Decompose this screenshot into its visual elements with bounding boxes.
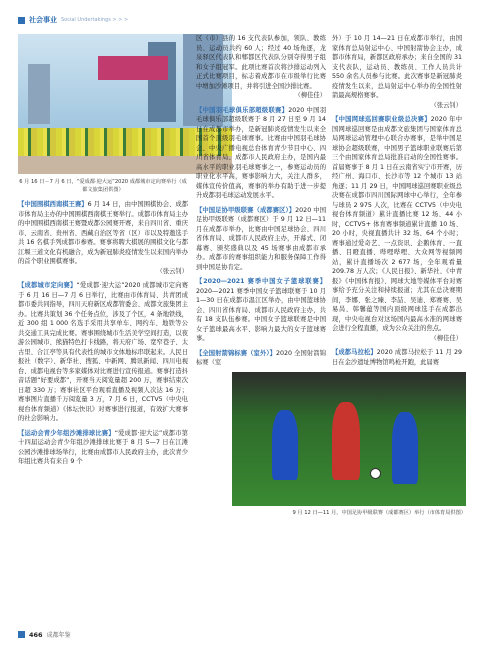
article-body: 2020 中国足协甲级联赛（成都赛区）于 9 月 12 日—11 月在成都市举办，比赛由中国足球协会、四川省体育局、成都市人民政府主办，开幕式、闭幕赛、颁奖盛典以及 45 场赛事由成都市承办。成都市的赛事组织能力和服务保障工作得到中国足协肯定。 bbox=[196, 206, 326, 271]
article-marathon bbox=[332, 348, 462, 367]
article-title: 【运动会青少年组沙滩排球比赛】 bbox=[18, 429, 115, 437]
article-title: 【中国网球巡回赛职业级总决赛】 bbox=[332, 116, 431, 123]
section-subtitle: Social Undertakings > > > bbox=[61, 17, 129, 23]
article-body: 2020 成都马拉松于 11 月 29 日在金沙遗址博物馆鸣枪开跑，此届赛 bbox=[332, 349, 463, 366]
article-author: （柳佳佳） bbox=[430, 334, 462, 342]
article-body: “爱成都·迎大运”2020 成都城市定向赛于 6 月 16 日—7 月 6 日举行，比赛由市体育局、共青团成都市委共同指导，四川天府新区成都管委会、成都文旅集团主办。比赛共策划 36 个任务点位，涉及了个区，4 条地铁线，近 300 组 1 000 名选手采用共享单车、网约车、地铁等公共交通工具完成比赛。赛事围绕城市生活美学空间打造，以夜游公园城市、熊猫特色打卡线路，将天府广场、宽窄巷子、太古里、合江亭等具有代表性的城市文体地标串联起来。人民日报社（数字）、新华社、搜狐、中新网、腾讯新闻、四川电视台、成都电视台等多家媒体对比赛进行宣传报道。赛事打造抖音话题“好要成都”，开赛当天阅览量超 200 万，赛事结束次日超 330 万；赛事社区平台观看直播及视频人次达 16 万；赛事图片直播千万阅览量 3 万，7 月 6 日，CCTV5（中央电视台体育频道）《体坛快讯》对赛事进行报道，有效扩大赛事的社会影响力。 bbox=[18, 282, 189, 422]
column-3 bbox=[292, 34, 466, 517]
article-body: 6 月 14 日，由中国围棋协会、成都市体育局主办的中国围棋西南棋王赛举行。成都市体育局主办的中国围棋西南棋王赛暨成都公园赛开赛，来自四川省、重庆市、云南省、贵州省、西藏自治区等省（区）市以及特邀选手共 16 名棋手列成都市参赛。赛事将聘大棋展的围棋文化与都江堰三道文化有机融合，成为新冠肺炎疫情发生以来国内举办的首个职业围棋赛事。 bbox=[18, 201, 189, 265]
page-marker-icon bbox=[18, 631, 25, 638]
article-body: 2020 全国射箭锦标赛（室 bbox=[196, 349, 327, 366]
article-body: 区（市）县的 16 支代表队参加，领队、教练员、运动员共约 60 人；经过 40 场角逐，龙泉驿区代表队和郫都区代表队分别夺得男子组和女子组冠军。此项比赛首次将沙排运动列入正式比赛项目，标志着成都市在市级举行比赛中增加沙滩项目，并将引进全国沙排比赛。 bbox=[196, 35, 326, 90]
column-1 bbox=[18, 34, 188, 472]
football-match-photo bbox=[232, 372, 466, 506]
photo-caption: 6 月 16 日－7 月 6 日，“爱成都·迎大运”2020 成都城市定向赛举行（成都文旅集团供图） bbox=[19, 179, 187, 193]
article-title: 【成都马拉松】 bbox=[332, 349, 377, 356]
photo-caption: 9 月 12 日—11 月，中国足协甲级联赛（成都赛区）举行（市体育局供图） bbox=[292, 510, 466, 516]
page-footer bbox=[18, 630, 71, 639]
article-continued bbox=[332, 34, 462, 110]
article-beach-volleyball bbox=[18, 429, 188, 467]
section-title: 社会事业 bbox=[29, 16, 57, 24]
article-womens-basketball bbox=[196, 277, 326, 344]
article-badminton bbox=[196, 106, 326, 201]
article-title: 【2020—2021 赛季中国女子篮球联赛】 bbox=[196, 278, 326, 285]
article-tennis bbox=[332, 115, 462, 343]
section-marker-icon bbox=[18, 17, 25, 24]
article-orienteering bbox=[18, 281, 188, 424]
article-go-tournament bbox=[18, 200, 188, 276]
article-title: 【全国射箭锦标赛（室外）】 bbox=[196, 349, 276, 357]
article-author: （柳佳佳） bbox=[294, 92, 326, 99]
article-football bbox=[196, 206, 326, 273]
article-title: 【中国围棋西南棋王赛】 bbox=[18, 201, 88, 208]
article-body: 外）于 10 月 14—21 日在成都市举行，由国家体育总局射运中心、中国射箭协会主办，成都市体育局，新都区政府承办；来自全国的 31 支代表队，运动员、教练员、工作人员共计 550 余名人员参与比赛。此次赛事是新冠肺炎疫情发生以来，总局射运中心举办的全国性射箭最高规格赛事。 bbox=[332, 35, 462, 99]
article-body: “爱成都·迎大运”成都市第十四届运动会青少年组沙滩排球比赛于 8 月 5—7 日在江滩公园沙滩排球场举行，比赛由成都市人民政府主办，此次青少年组比赛共有来自 9 个 bbox=[18, 429, 189, 465]
article-title: 【成都城市定向赛】 bbox=[18, 282, 77, 289]
article-body: 2020—2021 赛季中国女子篮球联赛于 10 月 1—30 日在成都市温江区举办，由中国篮球协会、四川省体育局、成都市人民政府主办，共有 18 支队伍参赛。中国女子篮球联赛是中国女子篮球最高水平、影响力最大的女子篮球赛事。 bbox=[196, 287, 326, 342]
page-number: 466 bbox=[29, 630, 43, 639]
article-author: （张云钊） bbox=[156, 267, 188, 275]
article-archery bbox=[196, 349, 326, 368]
article-body: 2020 中国羽毛球俱乐部超级联赛于 8 月 27 日至 9 月 14 日在成都市举办，是新冠肺炎疫情发生以来全国首个顶级羽毛球赛事。比赛由中国羽毛球协会、中央广播电视总台体育青少节目中心、四川省体育局、成都市人民政府主办，是国内最高水平的职业羽毛球赛事之一，参赛运动员的职业化水平高，赛事影响力大，关注人群多，媒体宣传价值高，赛事的举办有助于进一步提升成都羽毛球运动发展水平。 bbox=[196, 106, 327, 199]
book-title: 成都年鉴 bbox=[46, 632, 71, 639]
article-author: （张云钊） bbox=[430, 101, 462, 109]
column-2 bbox=[196, 34, 326, 373]
page-header bbox=[18, 13, 128, 27]
article-title: 【中国足协甲级联赛（成都赛区）】 bbox=[196, 206, 296, 214]
article-body: 2020 年中国网球巡回赛是由成都文旅集团与国家体育总局网球运动管理中心联合办赛事，是举中国足球协会超级联赛，中国男子篮球职业联赛后第三个由国家体育总局批准启动的全国性赛事。首届赛事于 8 月 1 日在云南省实宁市开赛，历经广州、海口市、长沙市等 12 个城市 13 站角逐；11 月 29 日，中国网球巡回赛职业级总决赛在成都市四川国际网球中心举行，全年参与球员 2 975 人次，比赛在 CCTV5（中央电视台体育频道）累计直播比赛 12 场、44 小时，CCTV5+ 体育赛事频道累计直播 10 场、20 小时，央视直播共计 32 场、64 个小时；赛事通过爱奇艺、一点资讯、企鹅体育、一直播、目瞪直播、哔哩哔哩、大众网等视频网站，累计直播场次 2 677 场，全年观看量 209.78 万人次；《人民日报》、新华社、《中青报》《中国体育报》、网球大地等媒体平台对赛事给予充分关注和持续报道；尤其在总决赛期间，李娜、张之臻、李喆、吴迪、郑赛赛、吴易昺、韩馨蕴等国内顶级网球选手在成都出现，中央电视台对这场国内最高水准的网球赛会进行全程直播，成为公众关注的焦点。 bbox=[332, 116, 462, 332]
article-title: 【中国羽毛球俱乐部超级联赛】 bbox=[196, 106, 289, 114]
article-continued bbox=[196, 34, 326, 101]
